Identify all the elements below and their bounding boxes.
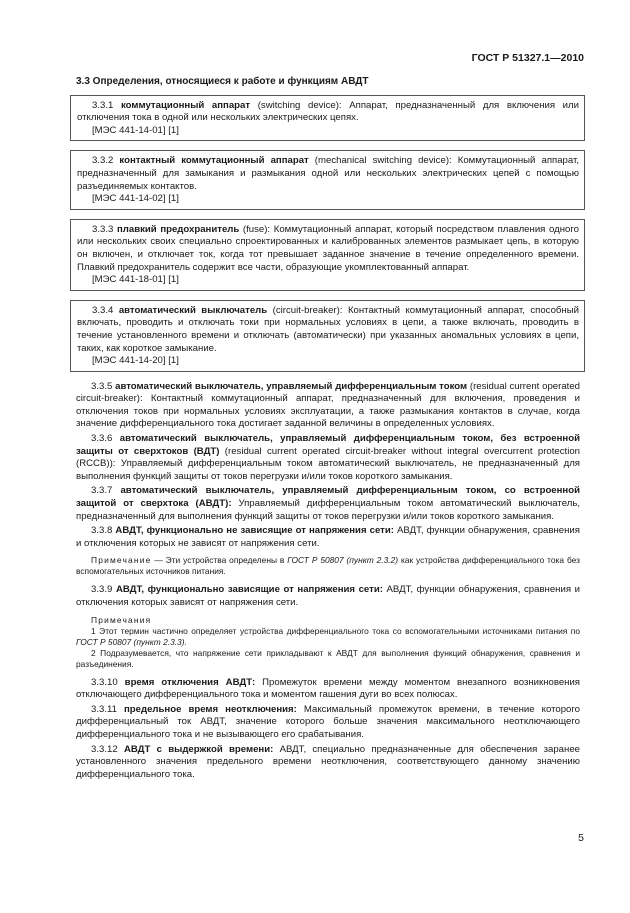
definition-term: время отключения АВДТ:	[124, 676, 256, 688]
definition-3-3-5	[76, 381, 580, 431]
definition-box-3-3-4	[70, 300, 585, 372]
definition-term: АВДТ, функционально зависящие от напряжения сети:	[115, 584, 383, 596]
definition-reference: [МЭС 441-14-20] [1]	[92, 355, 179, 367]
definition-number: 3.3.6	[91, 433, 120, 445]
note-label: Примечание	[91, 555, 152, 566]
section-title: 3.3 Определения, относящиеся к работе и функциям АВДТ	[76, 76, 369, 87]
definition-term: автоматический выключатель, управляемый дифференциальным током	[115, 380, 468, 392]
note-reference: ГОСТ Р 50807 (пункт 2.3.2)	[287, 555, 399, 566]
definition-text: (fuse): Коммутационный аппарат, который посредством плавления одного или нескольких своих специально спроектированных и калиброванных элементов размыкает цепь, в которую он включен, и отключает ток, когда тот превышает заданное значение в течение определенного времени. Плавкий предохранитель содержит все части, образующие укомплектованный аппарат.	[77, 223, 579, 273]
definition-box-3-3-3	[70, 219, 585, 291]
definition-number: 3.3.8	[91, 525, 116, 537]
note-2-text: 2 Подразумевается, что напряжение сети прикладывают к АВДТ для выполнения функций обнаружения, сравнения и разъединения.	[76, 647, 580, 669]
note-1-text: 1 Этот термин частично определяет устройства дифференциального тока со вспомогательными источниками питания по	[91, 625, 580, 636]
definition-text: АВДТ, функции обнаружения, сравнения и отключения которых зависят от напряжения сети.	[76, 584, 580, 608]
definition-reference: [МЭС 441-18-01] [1]	[92, 274, 179, 286]
definition-number: 3.3.10	[91, 676, 125, 688]
note-3-3-8	[76, 555, 580, 577]
note-text: — Эти устройства определены в	[151, 555, 288, 566]
definition-text: Управляемый дифференциальным током автоматический выключатель, предназначенный для выполнения функций защиты от токов перегрузки и/или токов короткого замыкания.	[76, 498, 580, 522]
notes-label: Примечания	[91, 614, 152, 625]
definition-3-3-12	[76, 744, 580, 782]
definition-text: (residual current operated circuit-breaker): Контактный коммутационный аппарат, предназначенный для включения, проведения и отключения токов при нормальных условиях эксплуатации, а также размыкания контактов в случае, когда значение дифференциального тока достигает заданной величины в определенных условиях.	[76, 380, 580, 430]
definition-reference: [МЭС 441-14-01] [1]	[92, 124, 179, 136]
definition-term: АВДТ, функционально не зависящие от напряжения сети:	[115, 525, 394, 537]
page-number: 5	[578, 832, 584, 844]
definition-text: Промежуток времени между моментом внезапного возникновения отключающего дифференциального тока и моментом гашения дуги во всех полюсах.	[76, 676, 581, 701]
definition-term: АВДТ с выдержкой времени:	[123, 743, 274, 755]
standard-header: ГОСТ Р 51327.1—2010	[471, 52, 584, 64]
definition-number: 3.3.5	[91, 380, 116, 392]
notes-3-3-9	[76, 615, 580, 670]
definition-number: 3.3.3	[92, 223, 117, 235]
definition-3-3-8	[76, 525, 580, 550]
definition-number: 3.3.12	[91, 743, 124, 755]
definition-number: 3.3.2	[92, 155, 120, 167]
definition-term: предельное время неотключения:	[124, 703, 297, 715]
definition-box-3-3-2	[70, 150, 585, 209]
definition-box-3-3-1	[70, 95, 585, 142]
definition-number: 3.3.7	[91, 485, 121, 497]
definition-text: (circuit-breaker): Контактный коммутационный аппарат, способный включать, проводить и отключать токи при нормальных условиях в цепи, а также включать, проводить в течение установленного времени и отключать (автоматически) при указанных аномальных условиях в цепи, таких, как короткое замыкание.	[77, 304, 579, 354]
definition-text: (switching device): Аппарат, предназначенный для включения или отключения тока в одной или нескольких электрических цепях.	[77, 99, 579, 124]
note-text-rest: как устройства дифференциального тока без вспомогательных источников питания.	[76, 555, 580, 577]
definition-text: АВДТ, специально предназначенные для обеспечения заранее установленного значения предельного времени неотключения, соответствующего данному значению дифференциального тока.	[76, 743, 580, 780]
note-1-reference: ГОСТ Р 50807 (пункт 2.3.3).	[76, 636, 187, 647]
definition-3-3-7	[76, 485, 580, 523]
definition-number: 3.3.11	[91, 703, 125, 715]
definition-reference: [МЭС 441-14-02] [1]	[92, 193, 179, 205]
definition-number: 3.3.9	[91, 584, 116, 596]
document-body	[70, 76, 585, 783]
definition-term: плавкий предохранитель	[116, 223, 240, 235]
definition-text: АВДТ, функции обнаружения, сравнения и отключения которых не зависят от напряжения сети.	[76, 525, 580, 549]
definition-term: автоматический выключатель	[118, 304, 268, 316]
definition-term: автоматический выключатель, управляемый дифференциальным током, со встроенной защитой от сверхтока (АВДТ):	[76, 485, 580, 510]
definition-3-3-10	[76, 677, 580, 702]
definition-3-3-6	[76, 433, 580, 483]
definition-text: Максимальный промежуток времени, в течение которого дифференциальный ток АВДТ, значение которого больше значения максимального неотключающего дифференциального тока и не вызывающего его срабатывания.	[76, 703, 580, 740]
definition-term: коммутационный аппарат	[120, 99, 251, 111]
definition-number: 3.3.4	[92, 304, 119, 316]
definition-text: (mechanical switching device): Коммутационный аппарат, предназначенный для замыкания и размыкания одной или нескольких электрических цепей с помощью разъединяемых контактов.	[77, 155, 579, 192]
definition-term: автоматический выключатель, управляемый дифференциальным током, без встроенной защиты от сверхтоков (ВДТ)	[76, 433, 580, 457]
definition-number: 3.3.1	[92, 99, 121, 111]
definition-3-3-9	[76, 584, 580, 609]
definition-term: контактный коммутационный аппарат	[119, 155, 309, 167]
definition-text: (residual current operated circuit-breaker without integral overcurrent protection (RCCB)): Управляемый дифференциальным током автоматический выключатель, не предназначенный для выполнения функций защиты от токов перегрузки и/или токов короткого замыкания.	[76, 445, 580, 482]
definition-3-3-11	[76, 704, 580, 742]
